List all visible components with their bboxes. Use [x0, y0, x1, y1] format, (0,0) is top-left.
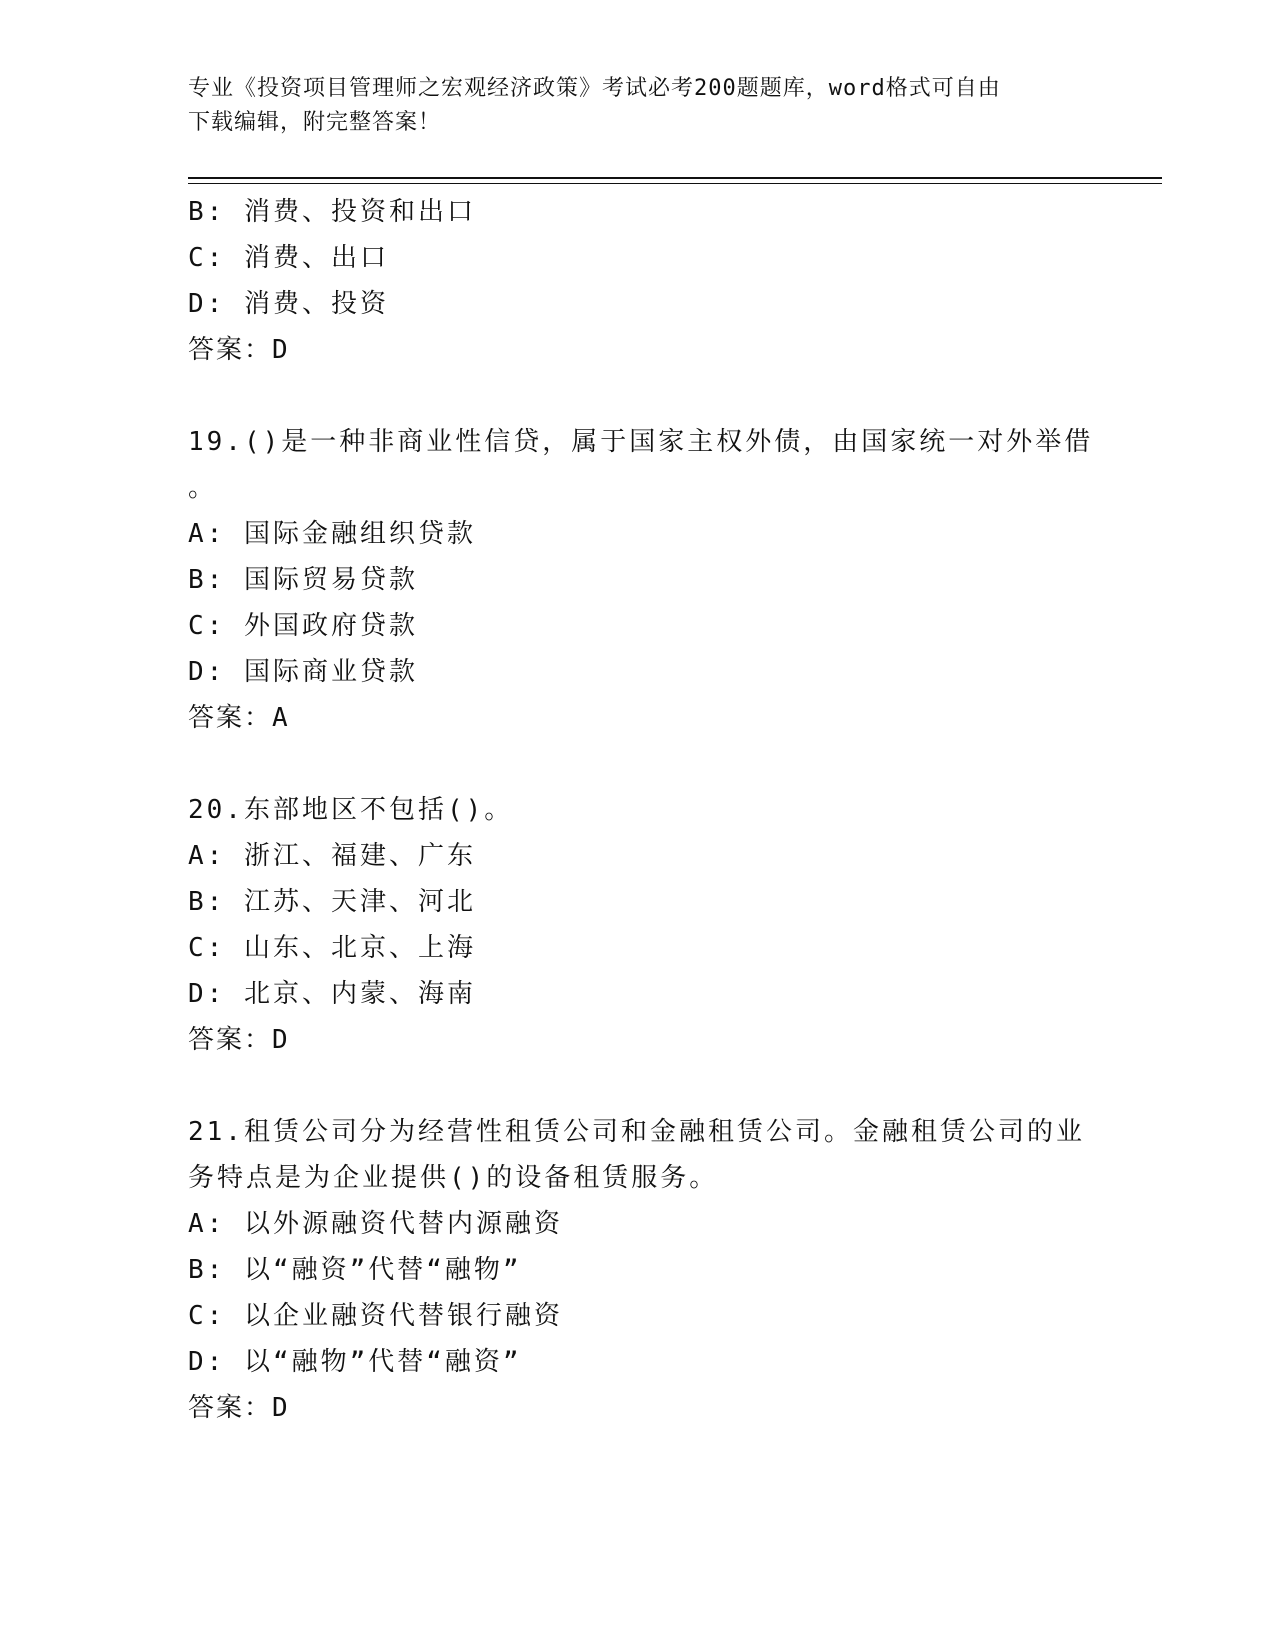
header-rule-thin	[188, 183, 1162, 184]
question-stem: 21.租赁公司分为经营性租赁公司和金融租赁公司。金融租赁公司的业	[188, 1117, 1085, 1147]
option-b: B: 以“融资”代替“融物”	[188, 1255, 522, 1285]
option-d: D: 消费、投资	[188, 289, 389, 319]
question-stem-continued: 务特点是为企业提供()的设备租赁服务。	[188, 1163, 719, 1193]
header-line-2: 下载编辑，附完整答案！	[188, 110, 442, 135]
option-b: B: 消费、投资和出口	[188, 197, 476, 227]
option-a: A: 国际金融组织贷款	[188, 519, 476, 549]
question-list	[188, 189, 1094, 1431]
answer: 答案：D	[188, 1025, 290, 1055]
option-d: D: 国际商业贷款	[188, 657, 418, 687]
question-stem-continued: 。	[188, 473, 218, 503]
option-b: B: 江苏、天津、河北	[188, 887, 476, 917]
option-a: A: 浙江、福建、广东	[188, 841, 476, 871]
document-header	[188, 72, 1108, 140]
option-d: D: 北京、内蒙、海南	[188, 979, 476, 1009]
question-20	[188, 787, 1078, 1063]
question-19	[188, 419, 1094, 741]
option-c: C: 以企业融资代替银行融资	[188, 1301, 563, 1331]
question-21	[188, 1109, 1085, 1431]
question-stem: 19.()是一种非商业性信贷，属于国家主权外债，由国家统一对外举借	[188, 427, 1094, 457]
option-c: C: 山东、北京、上海	[188, 933, 476, 963]
option-c: C: 消费、出口	[188, 243, 389, 273]
spacer	[188, 741, 1078, 787]
answer: 答案：A	[188, 703, 290, 733]
question-stem: 20.东部地区不包括()。	[188, 795, 514, 825]
option-b: B: 国际贸易贷款	[188, 565, 418, 595]
header-line-1: 专业《投资项目管理师之宏观经济政策》考试必考200题题库，word格式可自由	[188, 76, 1001, 101]
option-c: C: 外国政府贷款	[188, 611, 418, 641]
option-d: D: 以“融物”代替“融资”	[188, 1347, 522, 1377]
spacer	[188, 373, 1078, 419]
header-rule-thick	[188, 177, 1162, 179]
option-a: A: 以外源融资代替内源融资	[188, 1209, 563, 1239]
answer: 答案：D	[188, 1393, 290, 1423]
answer: 答案：D	[188, 335, 290, 365]
question-18-tail	[188, 189, 1078, 373]
spacer	[188, 1063, 1078, 1109]
